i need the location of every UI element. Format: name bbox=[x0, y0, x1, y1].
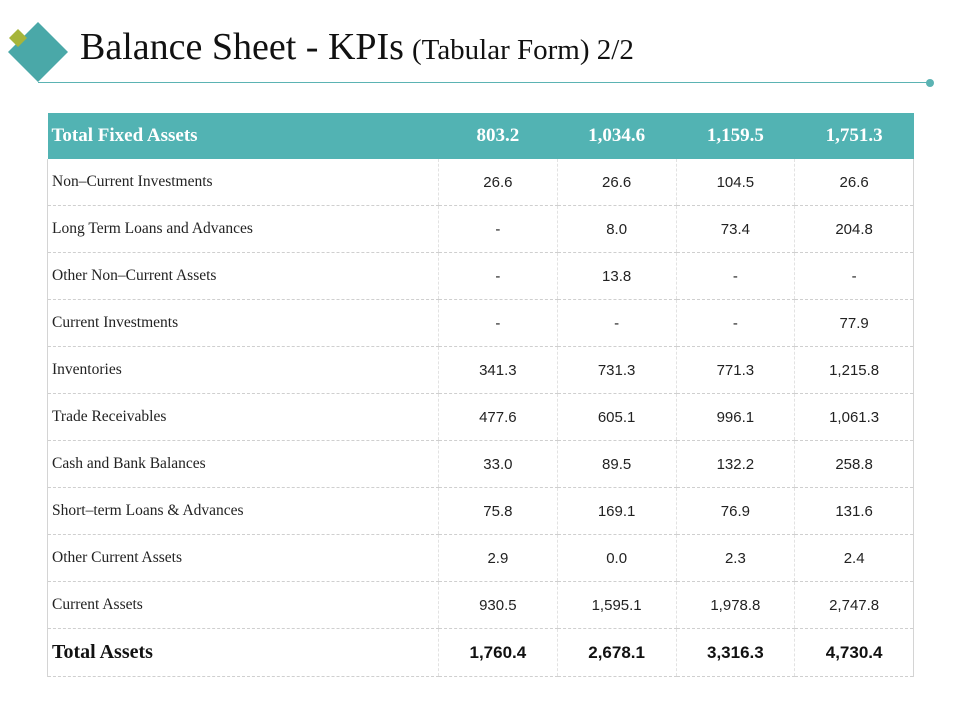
cell-value: 131.6 bbox=[795, 488, 914, 535]
cell-value: 26.6 bbox=[795, 159, 914, 206]
cell-value: - bbox=[795, 253, 914, 300]
row-label: Current Investments bbox=[48, 300, 439, 347]
table-row bbox=[48, 582, 914, 629]
cell-value: 13.8 bbox=[557, 253, 676, 300]
total-value: 2,678.1 bbox=[557, 629, 676, 677]
table-header-row bbox=[48, 113, 914, 159]
cell-value: - bbox=[557, 300, 676, 347]
cell-value: 1,061.3 bbox=[795, 394, 914, 441]
total-value: 4,730.4 bbox=[795, 629, 914, 677]
title-sub: (Tabular Form) 2/2 bbox=[411, 34, 634, 66]
cell-value: 169.1 bbox=[557, 488, 676, 535]
cell-value: 73.4 bbox=[676, 206, 795, 253]
row-label: Cash and Bank Balances bbox=[48, 441, 439, 488]
table-row bbox=[48, 535, 914, 582]
cell-value: 341.3 bbox=[439, 347, 558, 394]
cell-value: 2,747.8 bbox=[795, 582, 914, 629]
cell-value: 8.0 bbox=[557, 206, 676, 253]
cell-value: - bbox=[676, 300, 795, 347]
table-row bbox=[48, 300, 914, 347]
total-value: 1,760.4 bbox=[439, 629, 558, 677]
kpi-table bbox=[47, 113, 914, 677]
row-label: Short–term Loans & Advances bbox=[48, 488, 439, 535]
row-label: Long Term Loans and Advances bbox=[48, 206, 439, 253]
table-row bbox=[48, 159, 914, 206]
table-total-row bbox=[48, 629, 914, 677]
header-value: 1,159.5 bbox=[676, 113, 795, 159]
row-label: Other Non–Current Assets bbox=[48, 253, 439, 300]
table-row bbox=[48, 253, 914, 300]
table-row bbox=[48, 347, 914, 394]
cell-value: 104.5 bbox=[676, 159, 795, 206]
cell-value: 771.3 bbox=[676, 347, 795, 394]
cell-value: 996.1 bbox=[676, 394, 795, 441]
header-value: 803.2 bbox=[439, 113, 558, 159]
cell-value: 76.9 bbox=[676, 488, 795, 535]
cell-value: 204.8 bbox=[795, 206, 914, 253]
row-label: Trade Receivables bbox=[48, 394, 439, 441]
cell-value: 1,978.8 bbox=[676, 582, 795, 629]
divider-dot bbox=[926, 79, 934, 87]
cell-value: 75.8 bbox=[439, 488, 558, 535]
row-label: Current Assets bbox=[48, 582, 439, 629]
row-label: Other Current Assets bbox=[48, 535, 439, 582]
cell-value: 33.0 bbox=[439, 441, 558, 488]
total-label: Total Assets bbox=[48, 629, 439, 677]
cell-value: 26.6 bbox=[557, 159, 676, 206]
cell-value: 731.3 bbox=[557, 347, 676, 394]
cell-value: 2.9 bbox=[439, 535, 558, 582]
total-value: 3,316.3 bbox=[676, 629, 795, 677]
cell-value: - bbox=[439, 206, 558, 253]
cell-value: - bbox=[439, 253, 558, 300]
header-value: 1,034.6 bbox=[557, 113, 676, 159]
cell-value: 2.4 bbox=[795, 535, 914, 582]
cell-value: 2.3 bbox=[676, 535, 795, 582]
cell-value: 1,595.1 bbox=[557, 582, 676, 629]
page-title bbox=[80, 28, 634, 66]
table-row bbox=[48, 394, 914, 441]
title-divider bbox=[38, 82, 928, 83]
row-label: Inventories bbox=[48, 347, 439, 394]
table-row bbox=[48, 441, 914, 488]
cell-value: 1,215.8 bbox=[795, 347, 914, 394]
table-row bbox=[48, 206, 914, 253]
cell-value: 77.9 bbox=[795, 300, 914, 347]
title-main: Balance Sheet - KPIs bbox=[80, 26, 404, 68]
cell-value: 26.6 bbox=[439, 159, 558, 206]
table-row bbox=[48, 488, 914, 535]
slide-logo-icon bbox=[0, 0, 80, 90]
header-value: 1,751.3 bbox=[795, 113, 914, 159]
cell-value: 605.1 bbox=[557, 394, 676, 441]
cell-value: 930.5 bbox=[439, 582, 558, 629]
cell-value: 89.5 bbox=[557, 441, 676, 488]
cell-value: 0.0 bbox=[557, 535, 676, 582]
cell-value: - bbox=[676, 253, 795, 300]
cell-value: 132.2 bbox=[676, 441, 795, 488]
cell-value: 477.6 bbox=[439, 394, 558, 441]
cell-value: 258.8 bbox=[795, 441, 914, 488]
header-label: Total Fixed Assets bbox=[48, 113, 439, 159]
cell-value: - bbox=[439, 300, 558, 347]
row-label: Non–Current Investments bbox=[48, 159, 439, 206]
